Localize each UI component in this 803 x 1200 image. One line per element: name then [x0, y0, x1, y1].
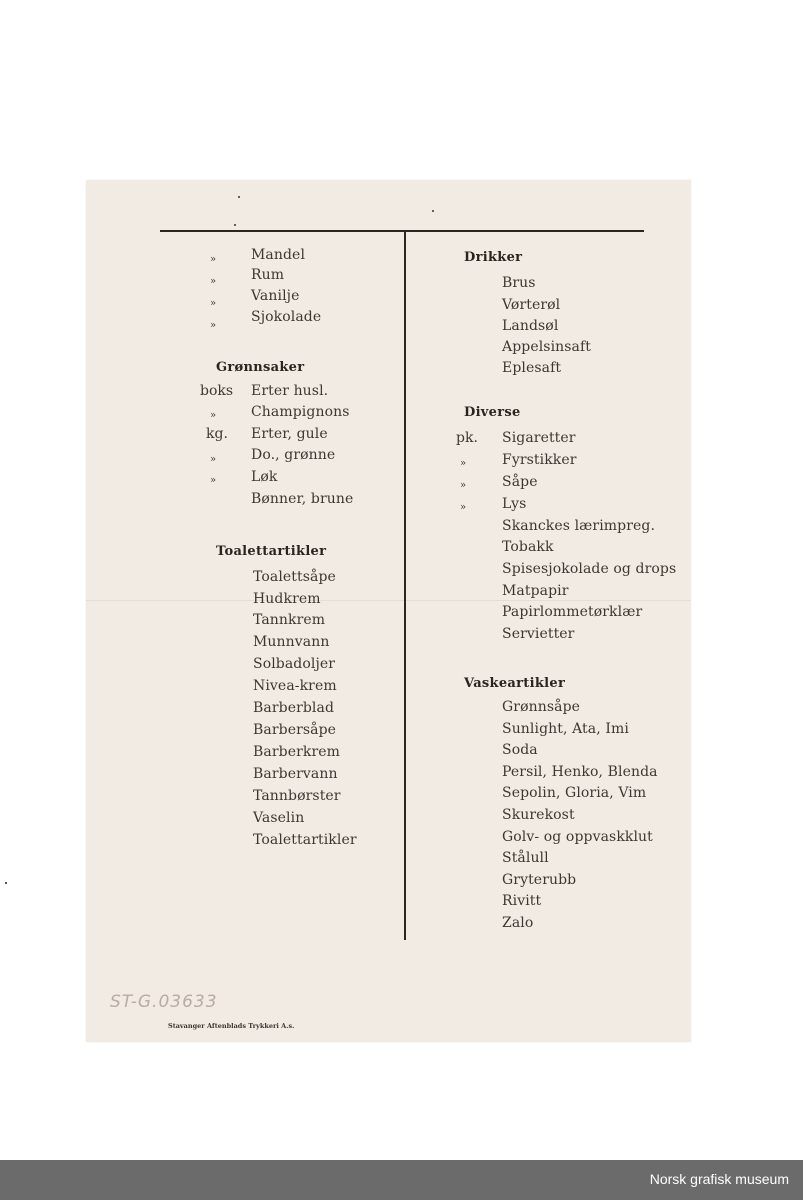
- section-heading-drikker: Drikker: [464, 250, 523, 265]
- ditto-mark: »: [210, 454, 217, 465]
- list-item: Zalo: [502, 915, 534, 931]
- list-item: Sigaretter: [502, 430, 576, 446]
- list-item: Grønnsåpe: [502, 699, 581, 715]
- unit-label: boks: [200, 383, 234, 399]
- list-item: Sunlight, Ata, Imi: [502, 721, 629, 737]
- list-item: Rum: [251, 267, 285, 283]
- list-item: Fyrstikker: [502, 452, 577, 468]
- ditto-mark: »: [210, 298, 217, 309]
- list-item: Tannbørster: [253, 788, 341, 804]
- ditto-mark: »: [210, 410, 217, 421]
- list-item: Tobakk: [502, 539, 554, 555]
- ditto-mark: »: [210, 276, 217, 287]
- list-item: Golv- og oppvaskklut: [502, 829, 653, 845]
- list-item: Rivitt: [502, 893, 542, 909]
- list-item: Soda: [502, 742, 538, 758]
- list-item: Servietter: [502, 626, 575, 642]
- section-heading-vaskeartikler: Vaskeartikler: [464, 676, 566, 691]
- speck: [432, 210, 434, 212]
- list-item: Landsøl: [502, 318, 559, 334]
- museum-caption: Norsk grafisk museum: [649, 1171, 789, 1187]
- list-item: Sepolin, Gloria, Vim: [502, 785, 647, 801]
- inventory-mark: ST-G.03633: [110, 992, 218, 1012]
- list-item: Mandel: [251, 247, 306, 263]
- list-item: Erter husl.: [251, 383, 329, 399]
- list-item: Persil, Henko, Blenda: [502, 764, 658, 780]
- document-sheet: [86, 180, 691, 1042]
- list-item: Do., grønne: [251, 447, 336, 463]
- ditto-mark: »: [210, 475, 217, 486]
- list-item: Bønner, brune: [251, 491, 354, 507]
- list-item: Løk: [251, 469, 278, 485]
- speck: [238, 196, 240, 198]
- list-item: Tannkrem: [253, 612, 326, 628]
- list-item: Nivea-krem: [253, 678, 337, 694]
- top-rule: [160, 230, 644, 232]
- list-item: Brus: [502, 275, 536, 291]
- list-item: Erter, gule: [251, 426, 328, 442]
- section-heading-toalettartikler: Toalettartikler: [216, 544, 327, 559]
- list-item: Skanckes lærimpreg.: [502, 518, 656, 534]
- list-item: Munnvann: [253, 634, 330, 650]
- list-item: Vaselin: [253, 810, 305, 826]
- section-heading-diverse: Diverse: [464, 405, 521, 420]
- list-item: Papirlommetørklær: [502, 604, 643, 620]
- unit-label: kg.: [206, 426, 228, 442]
- paper-fold: [86, 600, 691, 601]
- ditto-mark: »: [460, 480, 467, 491]
- speck: [234, 224, 236, 226]
- speck: [5, 882, 7, 884]
- list-item: Champignons: [251, 404, 350, 420]
- section-heading-gronnsaker: Grønnsaker: [216, 360, 305, 375]
- list-item: Hudkrem: [253, 591, 321, 607]
- list-item: Vanilje: [251, 288, 300, 304]
- list-item: Toalettsåpe: [253, 569, 336, 585]
- printer-imprint: Stavanger Aftenblads Trykkeri A.s.: [168, 1022, 295, 1030]
- museum-footer: [0, 1160, 803, 1200]
- list-item: Spisesjokolade og drops: [502, 561, 677, 577]
- list-item: Toalettartikler: [253, 832, 357, 848]
- list-item: Matpapir: [502, 583, 569, 599]
- list-item: Barbervann: [253, 766, 338, 782]
- list-item: Appelsinsaft: [502, 339, 592, 355]
- ditto-mark: »: [210, 320, 217, 331]
- unit-label: pk.: [456, 430, 478, 446]
- list-item: Solbadoljer: [253, 656, 336, 672]
- list-item: Skurekost: [502, 807, 575, 823]
- column-divider: [404, 232, 406, 940]
- list-item: Gryterubb: [502, 872, 577, 888]
- list-item: Barberkrem: [253, 744, 341, 760]
- list-item: Såpe: [502, 474, 538, 490]
- ditto-mark: »: [460, 502, 467, 513]
- ditto-mark: »: [460, 458, 467, 469]
- list-item: Sjokolade: [251, 309, 322, 325]
- ditto-mark: »: [210, 254, 217, 265]
- list-item: Stålull: [502, 850, 549, 866]
- list-item: Vørterøl: [502, 297, 561, 313]
- list-item: Barberblad: [253, 700, 335, 716]
- list-item: Eplesaft: [502, 360, 562, 376]
- list-item: Barbersåpe: [253, 722, 337, 738]
- list-item: Lys: [502, 496, 527, 512]
